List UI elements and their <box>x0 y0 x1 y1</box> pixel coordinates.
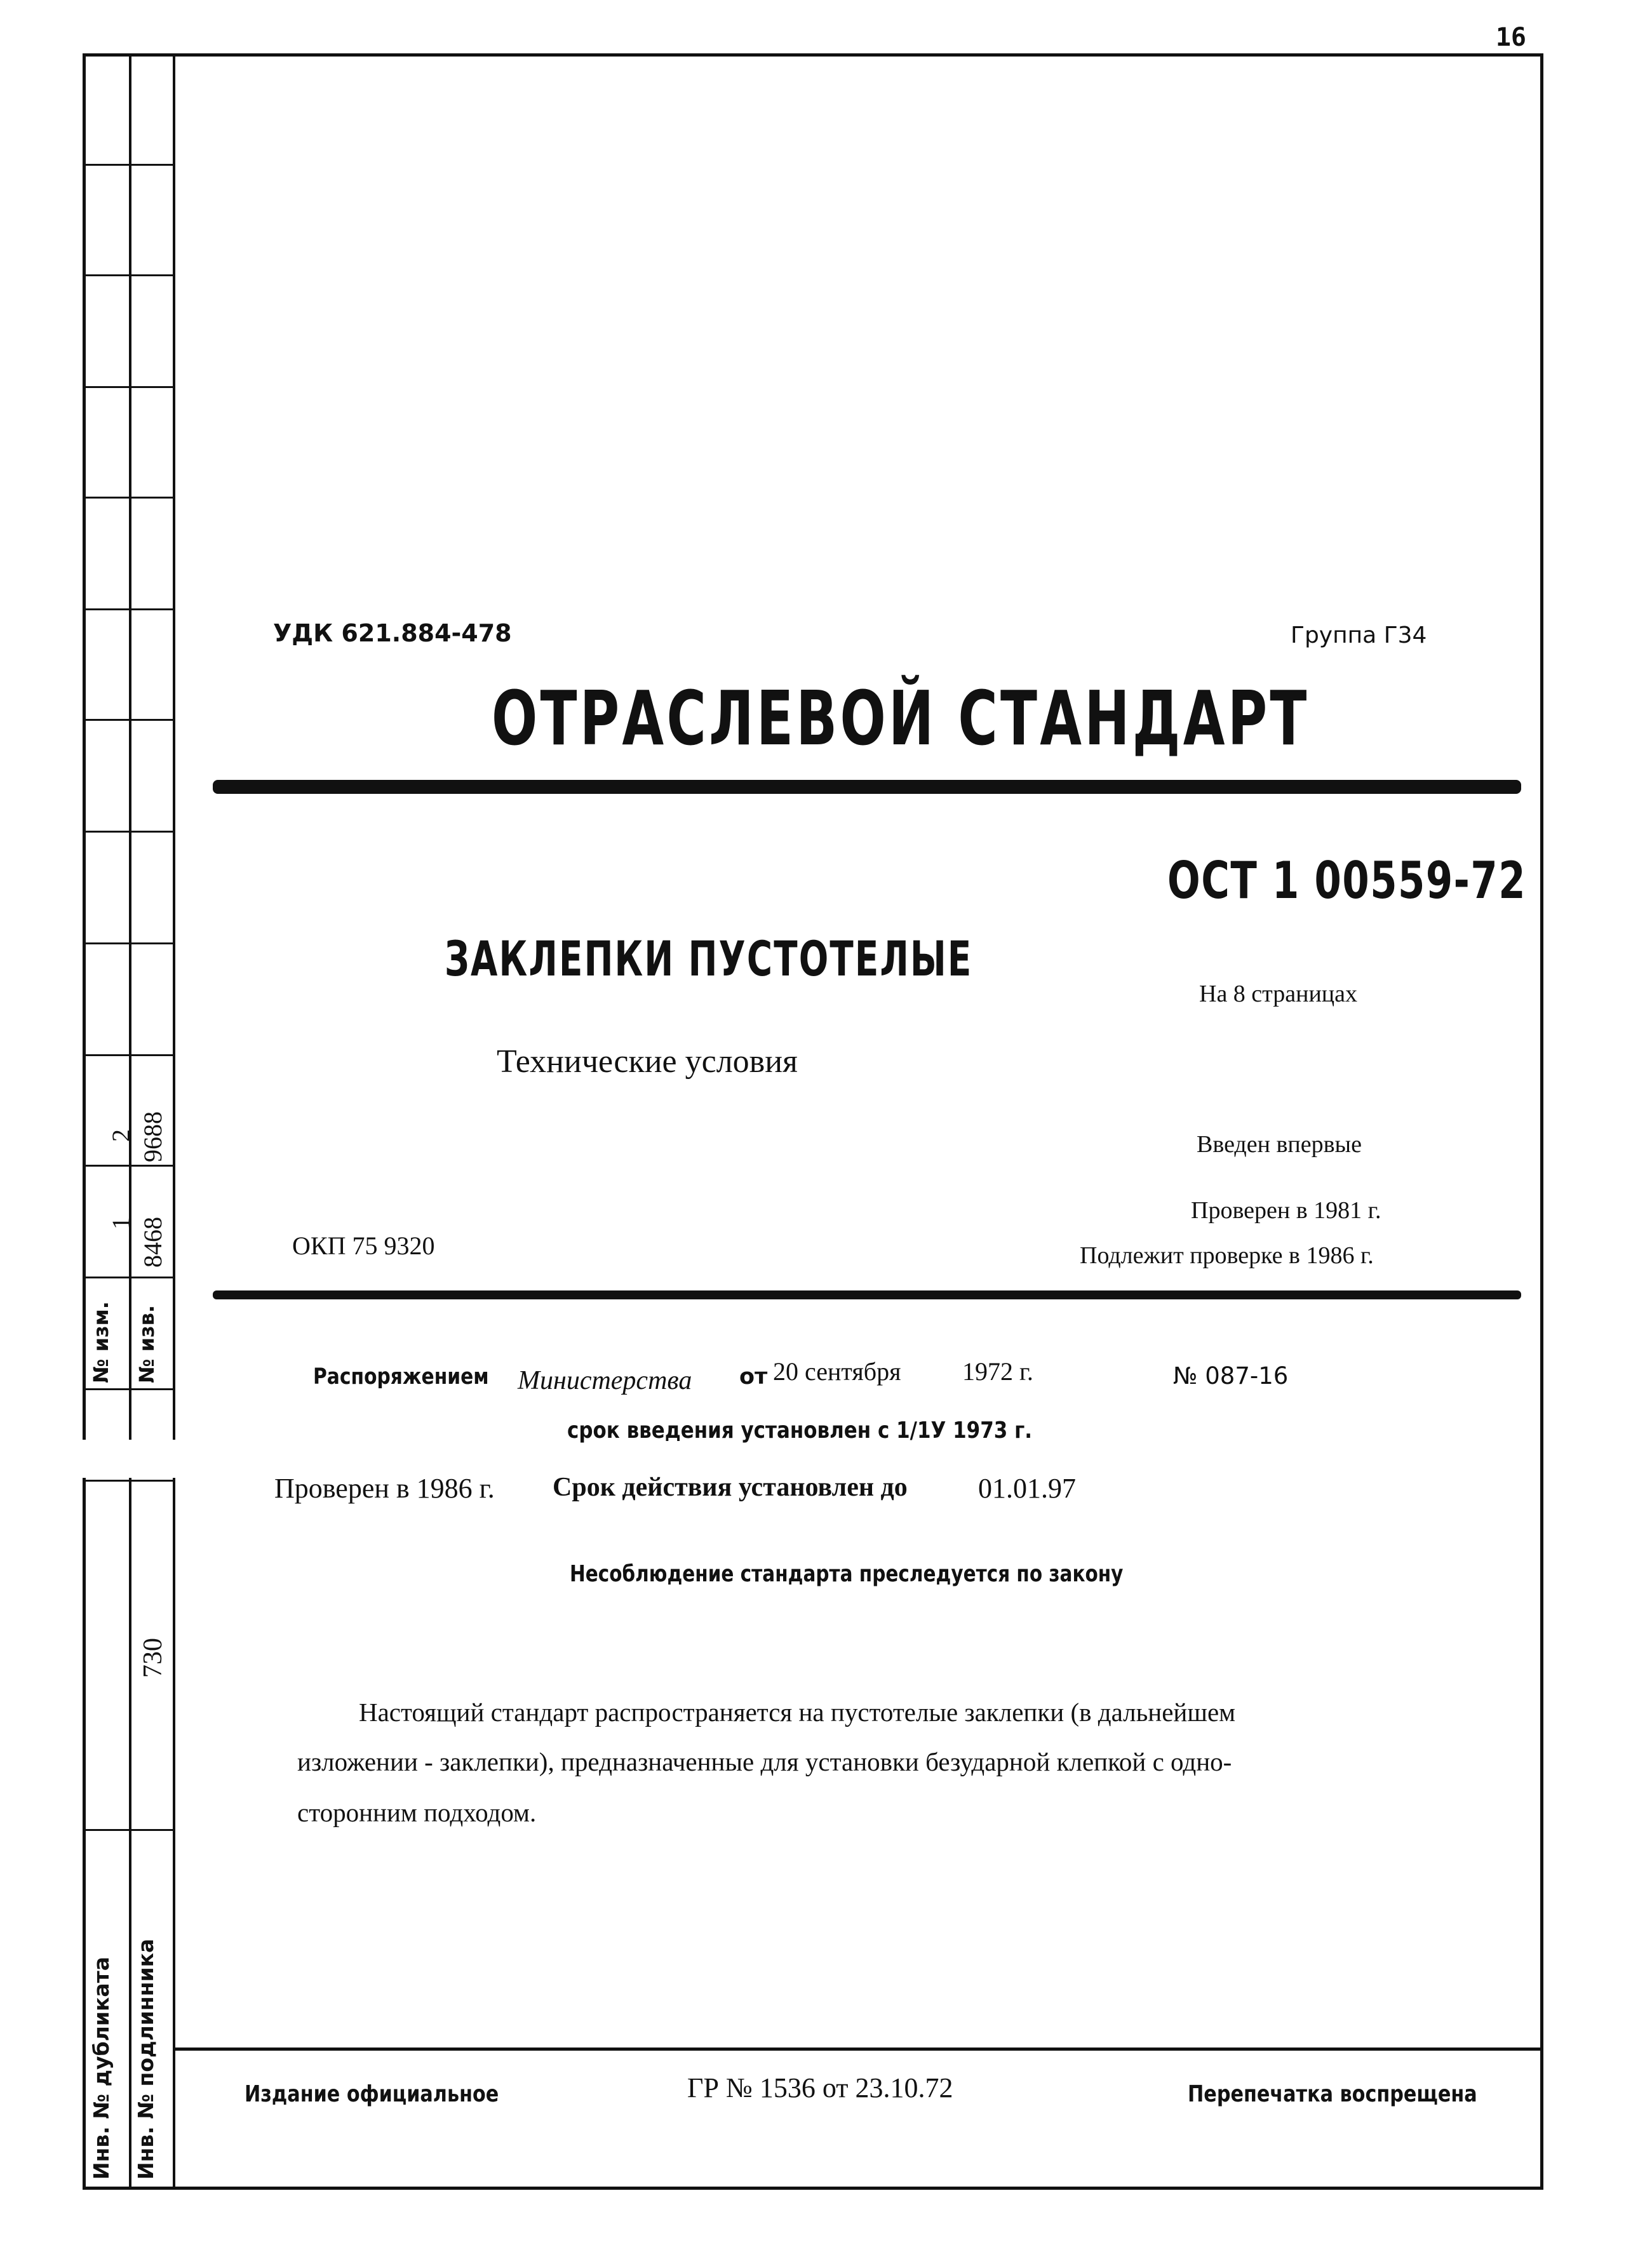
margin-gap <box>83 1440 175 1478</box>
document-title: ОТРАСЛЕВОЙ СТАНДАРТ <box>492 674 1310 762</box>
margin-inv-number: 730 <box>138 1638 168 1678</box>
margin-change-2: 2 <box>107 1129 135 1142</box>
block-rule <box>213 1290 1521 1299</box>
margin-grid-line <box>83 164 175 166</box>
margin-grid-line <box>83 1165 175 1167</box>
standard-name: ЗАКЛЕПКИ ПУСТОТЕЛЫЕ <box>445 930 973 987</box>
footer-edition: Издание официальное <box>245 2081 499 2107</box>
next-check-year: Подлежит проверке в 1986 г. <box>1080 1242 1374 1269</box>
checked-year: Проверен в 1981 г. <box>1191 1197 1381 1224</box>
order-date: 20 сентября <box>773 1357 901 1386</box>
body-line-3: сторонним подходом. <box>297 1798 537 1827</box>
body-line-1: Настоящий стандарт распространяется на пустотелые заклепки (в дальнейшем <box>359 1698 1236 1727</box>
margin-grid-line <box>83 1277 175 1278</box>
order-from: от <box>739 1364 768 1390</box>
margin-strip-inner-line <box>173 53 175 2190</box>
standard-code: ОСТ 1 00559-72 <box>1167 851 1527 910</box>
margin-notice-label: № изв. <box>135 1304 159 1383</box>
margin-duplicate-label: Инв. № дубликата <box>89 1956 114 2180</box>
frame-right-line <box>1540 53 1543 2190</box>
title-rule <box>213 780 1521 794</box>
margin-grid-line <box>83 719 175 721</box>
law-notice: Несоблюдение стандарта преследуется по закону <box>570 1561 1124 1587</box>
margin-change-label: № изм. <box>89 1301 113 1383</box>
udk-code: УДК 621.884-478 <box>273 619 512 647</box>
margin-grid-line <box>83 942 175 944</box>
margin-original-label: Инв. № подлинника <box>133 1938 158 2180</box>
margin-notice-2: 9688 <box>138 1111 167 1162</box>
margin-notice-1: 8468 <box>138 1217 167 1268</box>
margin-grid-line <box>83 831 175 833</box>
frame-top-line <box>83 53 1543 57</box>
margin-grid-line <box>83 274 175 276</box>
margin-grid-line <box>83 1054 175 1056</box>
margin-grid-line <box>83 386 175 388</box>
introduced-first: Введен впервые <box>1197 1131 1362 1158</box>
order-ministry: Министерства <box>518 1366 692 1395</box>
frame-bottom-line <box>83 2187 1543 2190</box>
order-year: 1972 г. <box>962 1357 1033 1386</box>
order-term: срок введения установлен с 1/1У 1973 г. <box>567 1418 1033 1444</box>
footer-reprint-notice: Перепечатка воспрещена <box>1188 2081 1477 2107</box>
footer-registration: ГР № 1536 от 23.10.72 <box>687 2072 953 2103</box>
order-label: Распоряжением <box>313 1364 489 1390</box>
margin-grid-line <box>83 608 175 610</box>
margin-grid-line <box>83 1829 175 1831</box>
validity-label: Срок действия установлен до <box>553 1473 908 1502</box>
order-number: № 087-16 <box>1173 1362 1289 1390</box>
page-number: 16 <box>1495 23 1526 52</box>
okp-code: ОКП 75 9320 <box>292 1231 435 1260</box>
validity-date: 01.01.97 <box>978 1473 1076 1504</box>
footer-rule <box>173 2048 1543 2051</box>
frame-left-line <box>83 53 86 2190</box>
body-line-2: изложении - заклепки), предназначенные для установки безударной клепкой с одно- <box>297 1747 1232 1776</box>
margin-grid-line <box>83 1480 175 1482</box>
group-code: Группа Г34 <box>1291 622 1427 648</box>
margin-grid-line <box>83 1388 175 1390</box>
margin-change-1: 1 <box>107 1217 135 1230</box>
margin-strip-middle-line <box>129 53 131 2190</box>
standard-subtitle: Технические условия <box>497 1043 798 1080</box>
margin-grid-line <box>83 497 175 499</box>
checked-1986: Проверен в 1986 г. <box>274 1473 495 1504</box>
pages-count: На 8 страницах <box>1199 981 1357 1007</box>
